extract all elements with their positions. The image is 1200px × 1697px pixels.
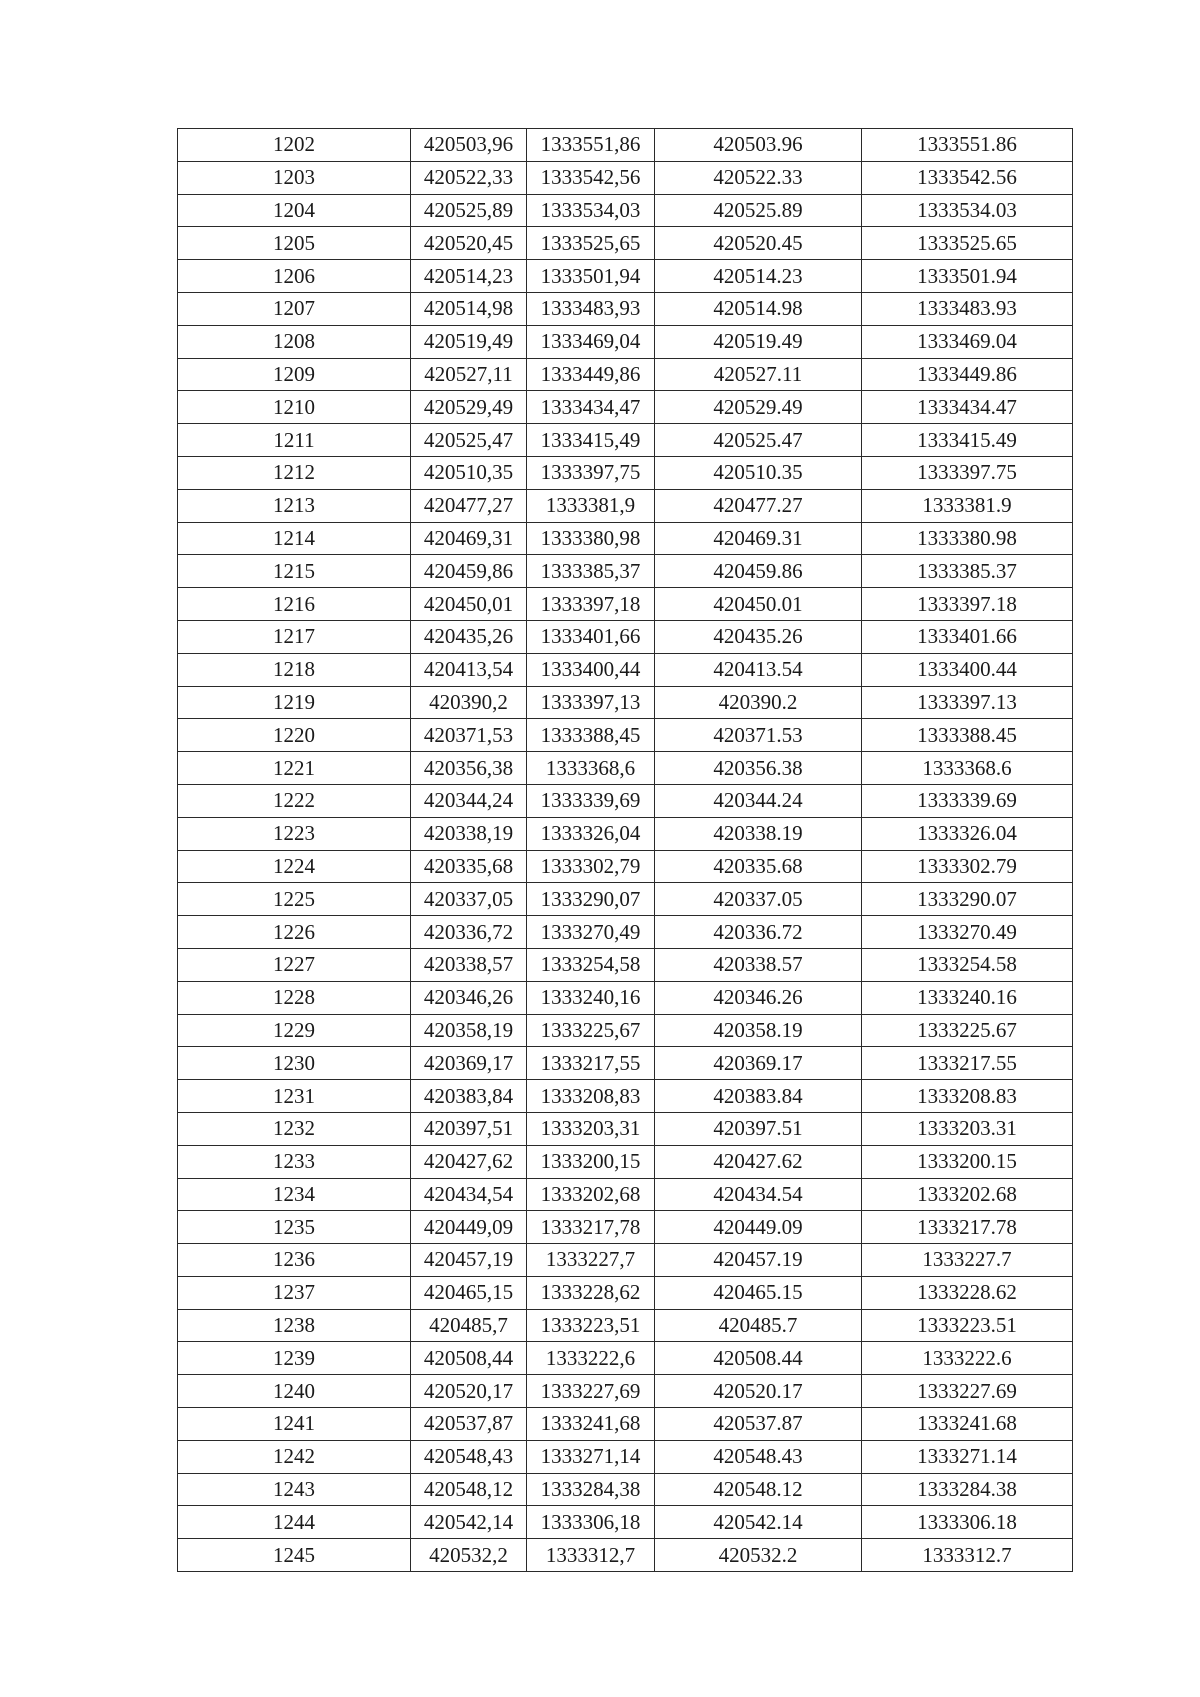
y-dot-cell: 1333397.75	[862, 456, 1073, 489]
y-comma-cell: 1333434,47	[527, 391, 655, 424]
y-dot-cell: 1333227.69	[862, 1375, 1073, 1408]
y-comma-cell: 1333551,86	[527, 129, 655, 162]
point-number-cell: 1208	[178, 325, 411, 358]
y-comma-cell: 1333388,45	[527, 719, 655, 752]
point-number-cell: 1241	[178, 1408, 411, 1441]
x-dot-cell: 420525.89	[655, 194, 862, 227]
y-comma-cell: 1333225,67	[527, 1014, 655, 1047]
table-row	[178, 1014, 1073, 1047]
point-number-cell: 1242	[178, 1440, 411, 1473]
y-comma-cell: 1333306,18	[527, 1506, 655, 1539]
table-row	[178, 1473, 1073, 1506]
table-row	[178, 653, 1073, 686]
y-dot-cell: 1333483.93	[862, 292, 1073, 325]
y-comma-cell: 1333302,79	[527, 850, 655, 883]
x-comma-cell: 420434,54	[411, 1178, 527, 1211]
y-dot-cell: 1333202.68	[862, 1178, 1073, 1211]
y-dot-cell: 1333284.38	[862, 1473, 1073, 1506]
table-row	[178, 916, 1073, 949]
x-dot-cell: 420548.43	[655, 1440, 862, 1473]
x-dot-cell: 420457.19	[655, 1244, 862, 1277]
y-comma-cell: 1333397,75	[527, 456, 655, 489]
x-comma-cell: 420335,68	[411, 850, 527, 883]
point-number-cell: 1210	[178, 391, 411, 424]
y-dot-cell: 1333415.49	[862, 424, 1073, 457]
x-comma-cell: 420383,84	[411, 1080, 527, 1113]
y-dot-cell: 1333271.14	[862, 1440, 1073, 1473]
y-dot-cell: 1333241.68	[862, 1408, 1073, 1441]
table-row	[178, 1342, 1073, 1375]
table-row	[178, 1145, 1073, 1178]
table-row	[178, 161, 1073, 194]
point-number-cell: 1211	[178, 424, 411, 457]
y-comma-cell: 1333240,16	[527, 981, 655, 1014]
table-row	[178, 489, 1073, 522]
point-number-cell: 1204	[178, 194, 411, 227]
table-row	[178, 129, 1073, 162]
table-row	[178, 719, 1073, 752]
x-comma-cell: 420477,27	[411, 489, 527, 522]
table-row	[178, 1276, 1073, 1309]
x-comma-cell: 420537,87	[411, 1408, 527, 1441]
x-dot-cell: 420522.33	[655, 161, 862, 194]
y-dot-cell: 1333240.16	[862, 981, 1073, 1014]
x-comma-cell: 420514,23	[411, 260, 527, 293]
y-comma-cell: 1333254,58	[527, 948, 655, 981]
point-number-cell: 1216	[178, 588, 411, 621]
point-number-cell: 1232	[178, 1112, 411, 1145]
y-dot-cell: 1333401.66	[862, 620, 1073, 653]
x-dot-cell: 420344.24	[655, 784, 862, 817]
point-number-cell: 1225	[178, 883, 411, 916]
y-comma-cell: 1333227,7	[527, 1244, 655, 1277]
x-dot-cell: 420371.53	[655, 719, 862, 752]
x-comma-cell: 420510,35	[411, 456, 527, 489]
x-comma-cell: 420529,49	[411, 391, 527, 424]
point-number-cell: 1236	[178, 1244, 411, 1277]
point-number-cell: 1235	[178, 1211, 411, 1244]
point-number-cell: 1220	[178, 719, 411, 752]
x-comma-cell: 420514,98	[411, 292, 527, 325]
table-row	[178, 1309, 1073, 1342]
x-dot-cell: 420520.17	[655, 1375, 862, 1408]
point-number-cell: 1218	[178, 653, 411, 686]
y-comma-cell: 1333312,7	[527, 1539, 655, 1572]
table-row	[178, 1211, 1073, 1244]
y-dot-cell: 1333227.7	[862, 1244, 1073, 1277]
x-comma-cell: 420548,43	[411, 1440, 527, 1473]
y-comma-cell: 1333449,86	[527, 358, 655, 391]
table-row	[178, 325, 1073, 358]
table-row	[178, 883, 1073, 916]
table-row	[178, 424, 1073, 457]
point-number-cell: 1243	[178, 1473, 411, 1506]
y-comma-cell: 1333397,18	[527, 588, 655, 621]
x-dot-cell: 420485.7	[655, 1309, 862, 1342]
x-comma-cell: 420525,47	[411, 424, 527, 457]
x-dot-cell: 420450.01	[655, 588, 862, 621]
x-dot-cell: 420338.19	[655, 817, 862, 850]
x-dot-cell: 420503.96	[655, 129, 862, 162]
x-comma-cell: 420356,38	[411, 752, 527, 785]
y-dot-cell: 1333449.86	[862, 358, 1073, 391]
x-dot-cell: 420336.72	[655, 916, 862, 949]
table-row	[178, 358, 1073, 391]
y-comma-cell: 1333415,49	[527, 424, 655, 457]
x-dot-cell: 420435.26	[655, 620, 862, 653]
y-dot-cell: 1333469.04	[862, 325, 1073, 358]
y-dot-cell: 1333302.79	[862, 850, 1073, 883]
table-row	[178, 227, 1073, 260]
y-dot-cell: 1333385.37	[862, 555, 1073, 588]
x-comma-cell: 420371,53	[411, 719, 527, 752]
x-dot-cell: 420383.84	[655, 1080, 862, 1113]
y-comma-cell: 1333228,62	[527, 1276, 655, 1309]
y-dot-cell: 1333388.45	[862, 719, 1073, 752]
y-dot-cell: 1333381.9	[862, 489, 1073, 522]
y-dot-cell: 1333290.07	[862, 883, 1073, 916]
x-comma-cell: 420449,09	[411, 1211, 527, 1244]
y-comma-cell: 1333385,37	[527, 555, 655, 588]
x-dot-cell: 420397.51	[655, 1112, 862, 1145]
table-row	[178, 850, 1073, 883]
x-dot-cell: 420413.54	[655, 653, 862, 686]
x-comma-cell: 420485,7	[411, 1309, 527, 1342]
x-comma-cell: 420457,19	[411, 1244, 527, 1277]
point-number-cell: 1244	[178, 1506, 411, 1539]
x-dot-cell: 420335.68	[655, 850, 862, 883]
y-comma-cell: 1333271,14	[527, 1440, 655, 1473]
y-dot-cell: 1333397.18	[862, 588, 1073, 621]
point-number-cell: 1226	[178, 916, 411, 949]
point-number-cell: 1206	[178, 260, 411, 293]
table-row	[178, 1080, 1073, 1113]
x-comma-cell: 420346,26	[411, 981, 527, 1014]
x-comma-cell: 420337,05	[411, 883, 527, 916]
y-comma-cell: 1333222,6	[527, 1342, 655, 1375]
point-number-cell: 1217	[178, 620, 411, 653]
x-dot-cell: 420390.2	[655, 686, 862, 719]
y-dot-cell: 1333208.83	[862, 1080, 1073, 1113]
table-row	[178, 1539, 1073, 1572]
point-number-cell: 1212	[178, 456, 411, 489]
point-number-cell: 1222	[178, 784, 411, 817]
table-row	[178, 588, 1073, 621]
point-number-cell: 1209	[178, 358, 411, 391]
y-dot-cell: 1333200.15	[862, 1145, 1073, 1178]
x-dot-cell: 420356.38	[655, 752, 862, 785]
x-comma-cell: 420338,19	[411, 817, 527, 850]
x-comma-cell: 420519,49	[411, 325, 527, 358]
x-comma-cell: 420532,2	[411, 1539, 527, 1572]
y-dot-cell: 1333228.62	[862, 1276, 1073, 1309]
y-dot-cell: 1333312.7	[862, 1539, 1073, 1572]
y-comma-cell: 1333401,66	[527, 620, 655, 653]
x-comma-cell: 420369,17	[411, 1047, 527, 1080]
y-dot-cell: 1333501.94	[862, 260, 1073, 293]
x-comma-cell: 420459,86	[411, 555, 527, 588]
y-comma-cell: 1333339,69	[527, 784, 655, 817]
y-comma-cell: 1333368,6	[527, 752, 655, 785]
y-comma-cell: 1333534,03	[527, 194, 655, 227]
x-comma-cell: 420435,26	[411, 620, 527, 653]
x-comma-cell: 420344,24	[411, 784, 527, 817]
x-dot-cell: 420532.2	[655, 1539, 862, 1572]
x-dot-cell: 420346.26	[655, 981, 862, 1014]
table-row	[178, 1244, 1073, 1277]
y-comma-cell: 1333217,55	[527, 1047, 655, 1080]
table-row	[178, 522, 1073, 555]
y-comma-cell: 1333400,44	[527, 653, 655, 686]
point-number-cell: 1240	[178, 1375, 411, 1408]
table-row	[178, 1112, 1073, 1145]
point-number-cell: 1207	[178, 292, 411, 325]
x-dot-cell: 420514.23	[655, 260, 862, 293]
x-dot-cell: 420508.44	[655, 1342, 862, 1375]
table-row	[178, 817, 1073, 850]
x-comma-cell: 420450,01	[411, 588, 527, 621]
y-dot-cell: 1333270.49	[862, 916, 1073, 949]
y-comma-cell: 1333483,93	[527, 292, 655, 325]
table-row	[178, 1375, 1073, 1408]
x-dot-cell: 420427.62	[655, 1145, 862, 1178]
x-comma-cell: 420525,89	[411, 194, 527, 227]
y-dot-cell: 1333222.6	[862, 1342, 1073, 1375]
table-row	[178, 784, 1073, 817]
y-dot-cell: 1333380.98	[862, 522, 1073, 555]
x-dot-cell: 420548.12	[655, 1473, 862, 1506]
point-number-cell: 1215	[178, 555, 411, 588]
table-row	[178, 194, 1073, 227]
point-number-cell: 1213	[178, 489, 411, 522]
table-row	[178, 981, 1073, 1014]
y-dot-cell: 1333397.13	[862, 686, 1073, 719]
point-number-cell: 1219	[178, 686, 411, 719]
y-comma-cell: 1333290,07	[527, 883, 655, 916]
x-comma-cell: 420338,57	[411, 948, 527, 981]
point-number-cell: 1221	[178, 752, 411, 785]
y-comma-cell: 1333203,31	[527, 1112, 655, 1145]
x-dot-cell: 420338.57	[655, 948, 862, 981]
y-comma-cell: 1333380,98	[527, 522, 655, 555]
x-comma-cell: 420465,15	[411, 1276, 527, 1309]
y-dot-cell: 1333368.6	[862, 752, 1073, 785]
x-comma-cell: 420469,31	[411, 522, 527, 555]
point-number-cell: 1237	[178, 1276, 411, 1309]
table-row	[178, 1440, 1073, 1473]
x-comma-cell: 420427,62	[411, 1145, 527, 1178]
y-comma-cell: 1333208,83	[527, 1080, 655, 1113]
table-row	[178, 555, 1073, 588]
x-dot-cell: 420525.47	[655, 424, 862, 457]
y-comma-cell: 1333227,69	[527, 1375, 655, 1408]
point-number-cell: 1234	[178, 1178, 411, 1211]
y-dot-cell: 1333203.31	[862, 1112, 1073, 1145]
x-dot-cell: 420469.31	[655, 522, 862, 555]
x-dot-cell: 420477.27	[655, 489, 862, 522]
y-comma-cell: 1333469,04	[527, 325, 655, 358]
x-comma-cell: 420397,51	[411, 1112, 527, 1145]
x-dot-cell: 420434.54	[655, 1178, 862, 1211]
table-row	[178, 620, 1073, 653]
y-comma-cell: 1333542,56	[527, 161, 655, 194]
y-dot-cell: 1333326.04	[862, 817, 1073, 850]
point-number-cell: 1245	[178, 1539, 411, 1572]
y-comma-cell: 1333525,65	[527, 227, 655, 260]
table-row	[178, 1506, 1073, 1539]
point-number-cell: 1224	[178, 850, 411, 883]
y-comma-cell: 1333284,38	[527, 1473, 655, 1506]
x-dot-cell: 420542.14	[655, 1506, 862, 1539]
table-row	[178, 948, 1073, 981]
y-dot-cell: 1333217.78	[862, 1211, 1073, 1244]
table-row	[178, 1178, 1073, 1211]
point-number-cell: 1230	[178, 1047, 411, 1080]
x-comma-cell: 420520,17	[411, 1375, 527, 1408]
x-dot-cell: 420459.86	[655, 555, 862, 588]
y-dot-cell: 1333306.18	[862, 1506, 1073, 1539]
coordinates-table	[177, 128, 1073, 1572]
y-comma-cell: 1333501,94	[527, 260, 655, 293]
table-row	[178, 292, 1073, 325]
x-comma-cell: 420508,44	[411, 1342, 527, 1375]
y-comma-cell: 1333326,04	[527, 817, 655, 850]
point-number-cell: 1229	[178, 1014, 411, 1047]
point-number-cell: 1223	[178, 817, 411, 850]
x-dot-cell: 420510.35	[655, 456, 862, 489]
point-number-cell: 1214	[178, 522, 411, 555]
point-number-cell: 1205	[178, 227, 411, 260]
y-comma-cell: 1333381,9	[527, 489, 655, 522]
y-dot-cell: 1333542.56	[862, 161, 1073, 194]
x-comma-cell: 420520,45	[411, 227, 527, 260]
point-number-cell: 1228	[178, 981, 411, 1014]
x-comma-cell: 420358,19	[411, 1014, 527, 1047]
table-row	[178, 456, 1073, 489]
x-comma-cell: 420542,14	[411, 1506, 527, 1539]
point-number-cell: 1239	[178, 1342, 411, 1375]
y-dot-cell: 1333534.03	[862, 194, 1073, 227]
y-comma-cell: 1333217,78	[527, 1211, 655, 1244]
y-dot-cell: 1333254.58	[862, 948, 1073, 981]
coordinates-table-body	[178, 129, 1073, 1572]
x-comma-cell: 420336,72	[411, 916, 527, 949]
x-dot-cell: 420449.09	[655, 1211, 862, 1244]
x-dot-cell: 420358.19	[655, 1014, 862, 1047]
y-comma-cell: 1333270,49	[527, 916, 655, 949]
table-row	[178, 686, 1073, 719]
y-comma-cell: 1333202,68	[527, 1178, 655, 1211]
y-dot-cell: 1333339.69	[862, 784, 1073, 817]
point-number-cell: 1202	[178, 129, 411, 162]
y-dot-cell: 1333217.55	[862, 1047, 1073, 1080]
point-number-cell: 1233	[178, 1145, 411, 1178]
point-number-cell: 1231	[178, 1080, 411, 1113]
y-comma-cell: 1333200,15	[527, 1145, 655, 1178]
table-row	[178, 1047, 1073, 1080]
x-comma-cell: 420548,12	[411, 1473, 527, 1506]
y-dot-cell: 1333400.44	[862, 653, 1073, 686]
y-dot-cell: 1333551.86	[862, 129, 1073, 162]
y-dot-cell: 1333434.47	[862, 391, 1073, 424]
table-row	[178, 391, 1073, 424]
y-comma-cell: 1333223,51	[527, 1309, 655, 1342]
x-comma-cell: 420413,54	[411, 653, 527, 686]
x-comma-cell: 420527,11	[411, 358, 527, 391]
point-number-cell: 1238	[178, 1309, 411, 1342]
x-dot-cell: 420527.11	[655, 358, 862, 391]
x-dot-cell: 420465.15	[655, 1276, 862, 1309]
table-row	[178, 260, 1073, 293]
x-dot-cell: 420519.49	[655, 325, 862, 358]
x-dot-cell: 420529.49	[655, 391, 862, 424]
x-dot-cell: 420514.98	[655, 292, 862, 325]
point-number-cell: 1203	[178, 161, 411, 194]
x-dot-cell: 420369.17	[655, 1047, 862, 1080]
point-number-cell: 1227	[178, 948, 411, 981]
y-comma-cell: 1333397,13	[527, 686, 655, 719]
table-row	[178, 752, 1073, 785]
x-dot-cell: 420337.05	[655, 883, 862, 916]
x-dot-cell: 420537.87	[655, 1408, 862, 1441]
y-comma-cell: 1333241,68	[527, 1408, 655, 1441]
x-dot-cell: 420520.45	[655, 227, 862, 260]
x-comma-cell: 420390,2	[411, 686, 527, 719]
y-dot-cell: 1333225.67	[862, 1014, 1073, 1047]
y-dot-cell: 1333223.51	[862, 1309, 1073, 1342]
x-comma-cell: 420522,33	[411, 161, 527, 194]
y-dot-cell: 1333525.65	[862, 227, 1073, 260]
x-comma-cell: 420503,96	[411, 129, 527, 162]
table-row	[178, 1408, 1073, 1441]
